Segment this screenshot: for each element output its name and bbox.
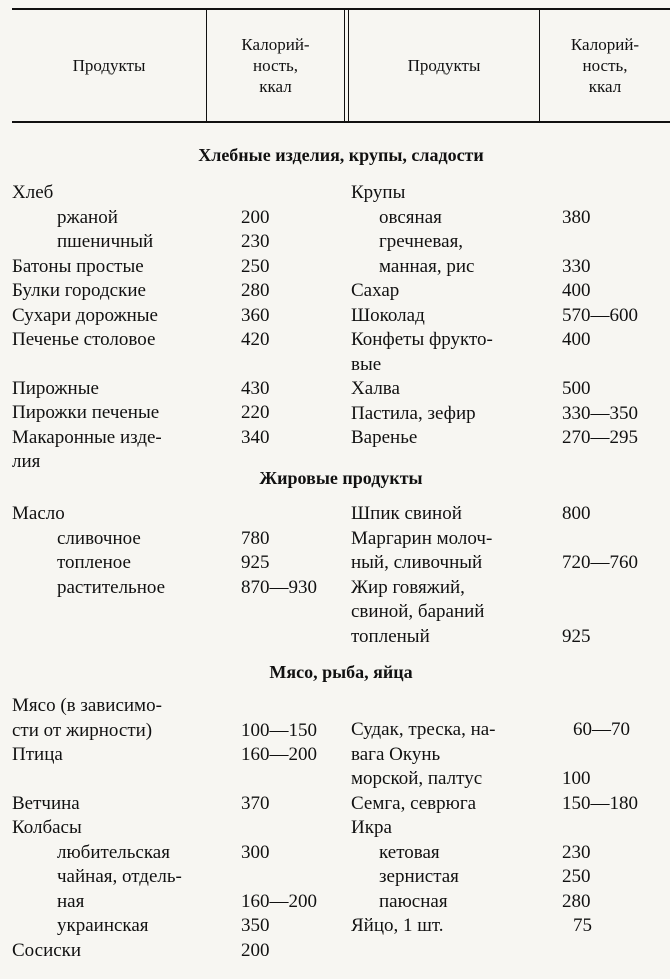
header-bottom-rule	[12, 121, 670, 123]
list-item: Батоны простые 250	[12, 255, 270, 277]
list-item: Крупы	[351, 182, 406, 203]
header-calories-left: Калорий- ность, ккал	[241, 35, 310, 96]
list-item: гречневая, манная, рис 330	[379, 231, 591, 277]
section-meat-fish-eggs	[12, 660, 670, 964]
table-header	[12, 8, 670, 122]
list-item: Булки городские 280	[12, 280, 270, 301]
list-item: Колбасы	[12, 817, 82, 838]
list-item: Ветчина 370	[12, 792, 270, 814]
spacer	[351, 694, 670, 718]
list-item: топленое 925	[57, 552, 270, 573]
list-item: Судак, треска, на- вага Окунь 60—70	[351, 719, 630, 765]
list-item: Халва 500	[351, 378, 591, 399]
list-item: кетовая 230	[379, 841, 591, 863]
left-column	[12, 181, 342, 475]
spacer	[12, 353, 342, 377]
right-column	[351, 502, 670, 649]
list-item: Семга, севрюга 150—180	[351, 792, 638, 814]
list-item: Сахар 400	[351, 280, 591, 301]
list-item: Маргарин молоч- ный, сливочный 720—760	[351, 527, 638, 573]
list-item: пшеничный 230	[57, 231, 270, 252]
list-item: украинская 350	[57, 915, 270, 936]
list-item: Варенье 270—295	[351, 427, 638, 448]
left-column	[12, 502, 342, 600]
list-item: Сосиски 200	[12, 939, 270, 961]
list-item: любительская 300	[57, 841, 270, 863]
section-title: Мясо, рыба, яйца	[269, 662, 413, 682]
list-item: растительное 870—930	[57, 576, 317, 598]
list-item: Макаронные изде- лия 340	[12, 426, 270, 472]
list-item: ржаной 200	[57, 206, 270, 228]
list-item: чайная, отдель- ная 160—200	[57, 866, 317, 912]
list-item: Хлеб	[12, 182, 54, 203]
list-item: Печенье столовое 420	[12, 329, 270, 350]
spacer	[12, 768, 342, 792]
list-item: морской, палтус 100	[351, 768, 591, 789]
list-item: Конфеты фрукто- вые 400	[351, 329, 591, 375]
list-item: сливочное 780	[57, 527, 270, 549]
list-item: Сухари дорожные 360	[12, 304, 270, 326]
list-item: Мясо (в зависимо- сти от жирности) 100—150	[12, 695, 317, 741]
list-item: Пирожки печеные 220	[12, 402, 270, 423]
section-columns	[12, 181, 670, 472]
list-item: зернистая 250	[379, 866, 591, 887]
header-products-right: Продукты	[407, 56, 481, 75]
list-item: Пирожные 430	[12, 377, 270, 399]
list-item: овсяная 380	[379, 206, 591, 228]
section-fat-products	[12, 466, 670, 652]
left-column	[12, 694, 342, 963]
list-item: Птица 160—200	[12, 744, 317, 765]
list-item: Икра	[351, 817, 392, 838]
list-item: Шоколад 570—600	[351, 304, 638, 326]
list-item: Яйцо, 1 шт. 75	[351, 915, 592, 936]
column-divider	[344, 9, 345, 121]
header-calories-right: Калорий- ность, ккал	[570, 35, 640, 96]
section-columns	[12, 502, 670, 652]
list-item: Шпик свиной 800	[351, 503, 591, 524]
right-column	[351, 181, 670, 451]
right-column	[351, 694, 670, 939]
list-item: паюсная 280	[379, 890, 591, 912]
list-item: Жир говяжий, свиной, бараний топленый 925	[351, 576, 591, 647]
section-title: Хлебные изделия, крупы, сладости	[198, 145, 484, 165]
section-title: Жировые продукты	[259, 468, 423, 488]
section-bread-grains-sweets	[12, 143, 670, 472]
list-item: Масло	[12, 503, 65, 524]
section-columns	[12, 694, 670, 964]
header-products-left: Продукты	[72, 56, 146, 75]
list-item: Пастила, зефир 330—350	[351, 402, 638, 424]
